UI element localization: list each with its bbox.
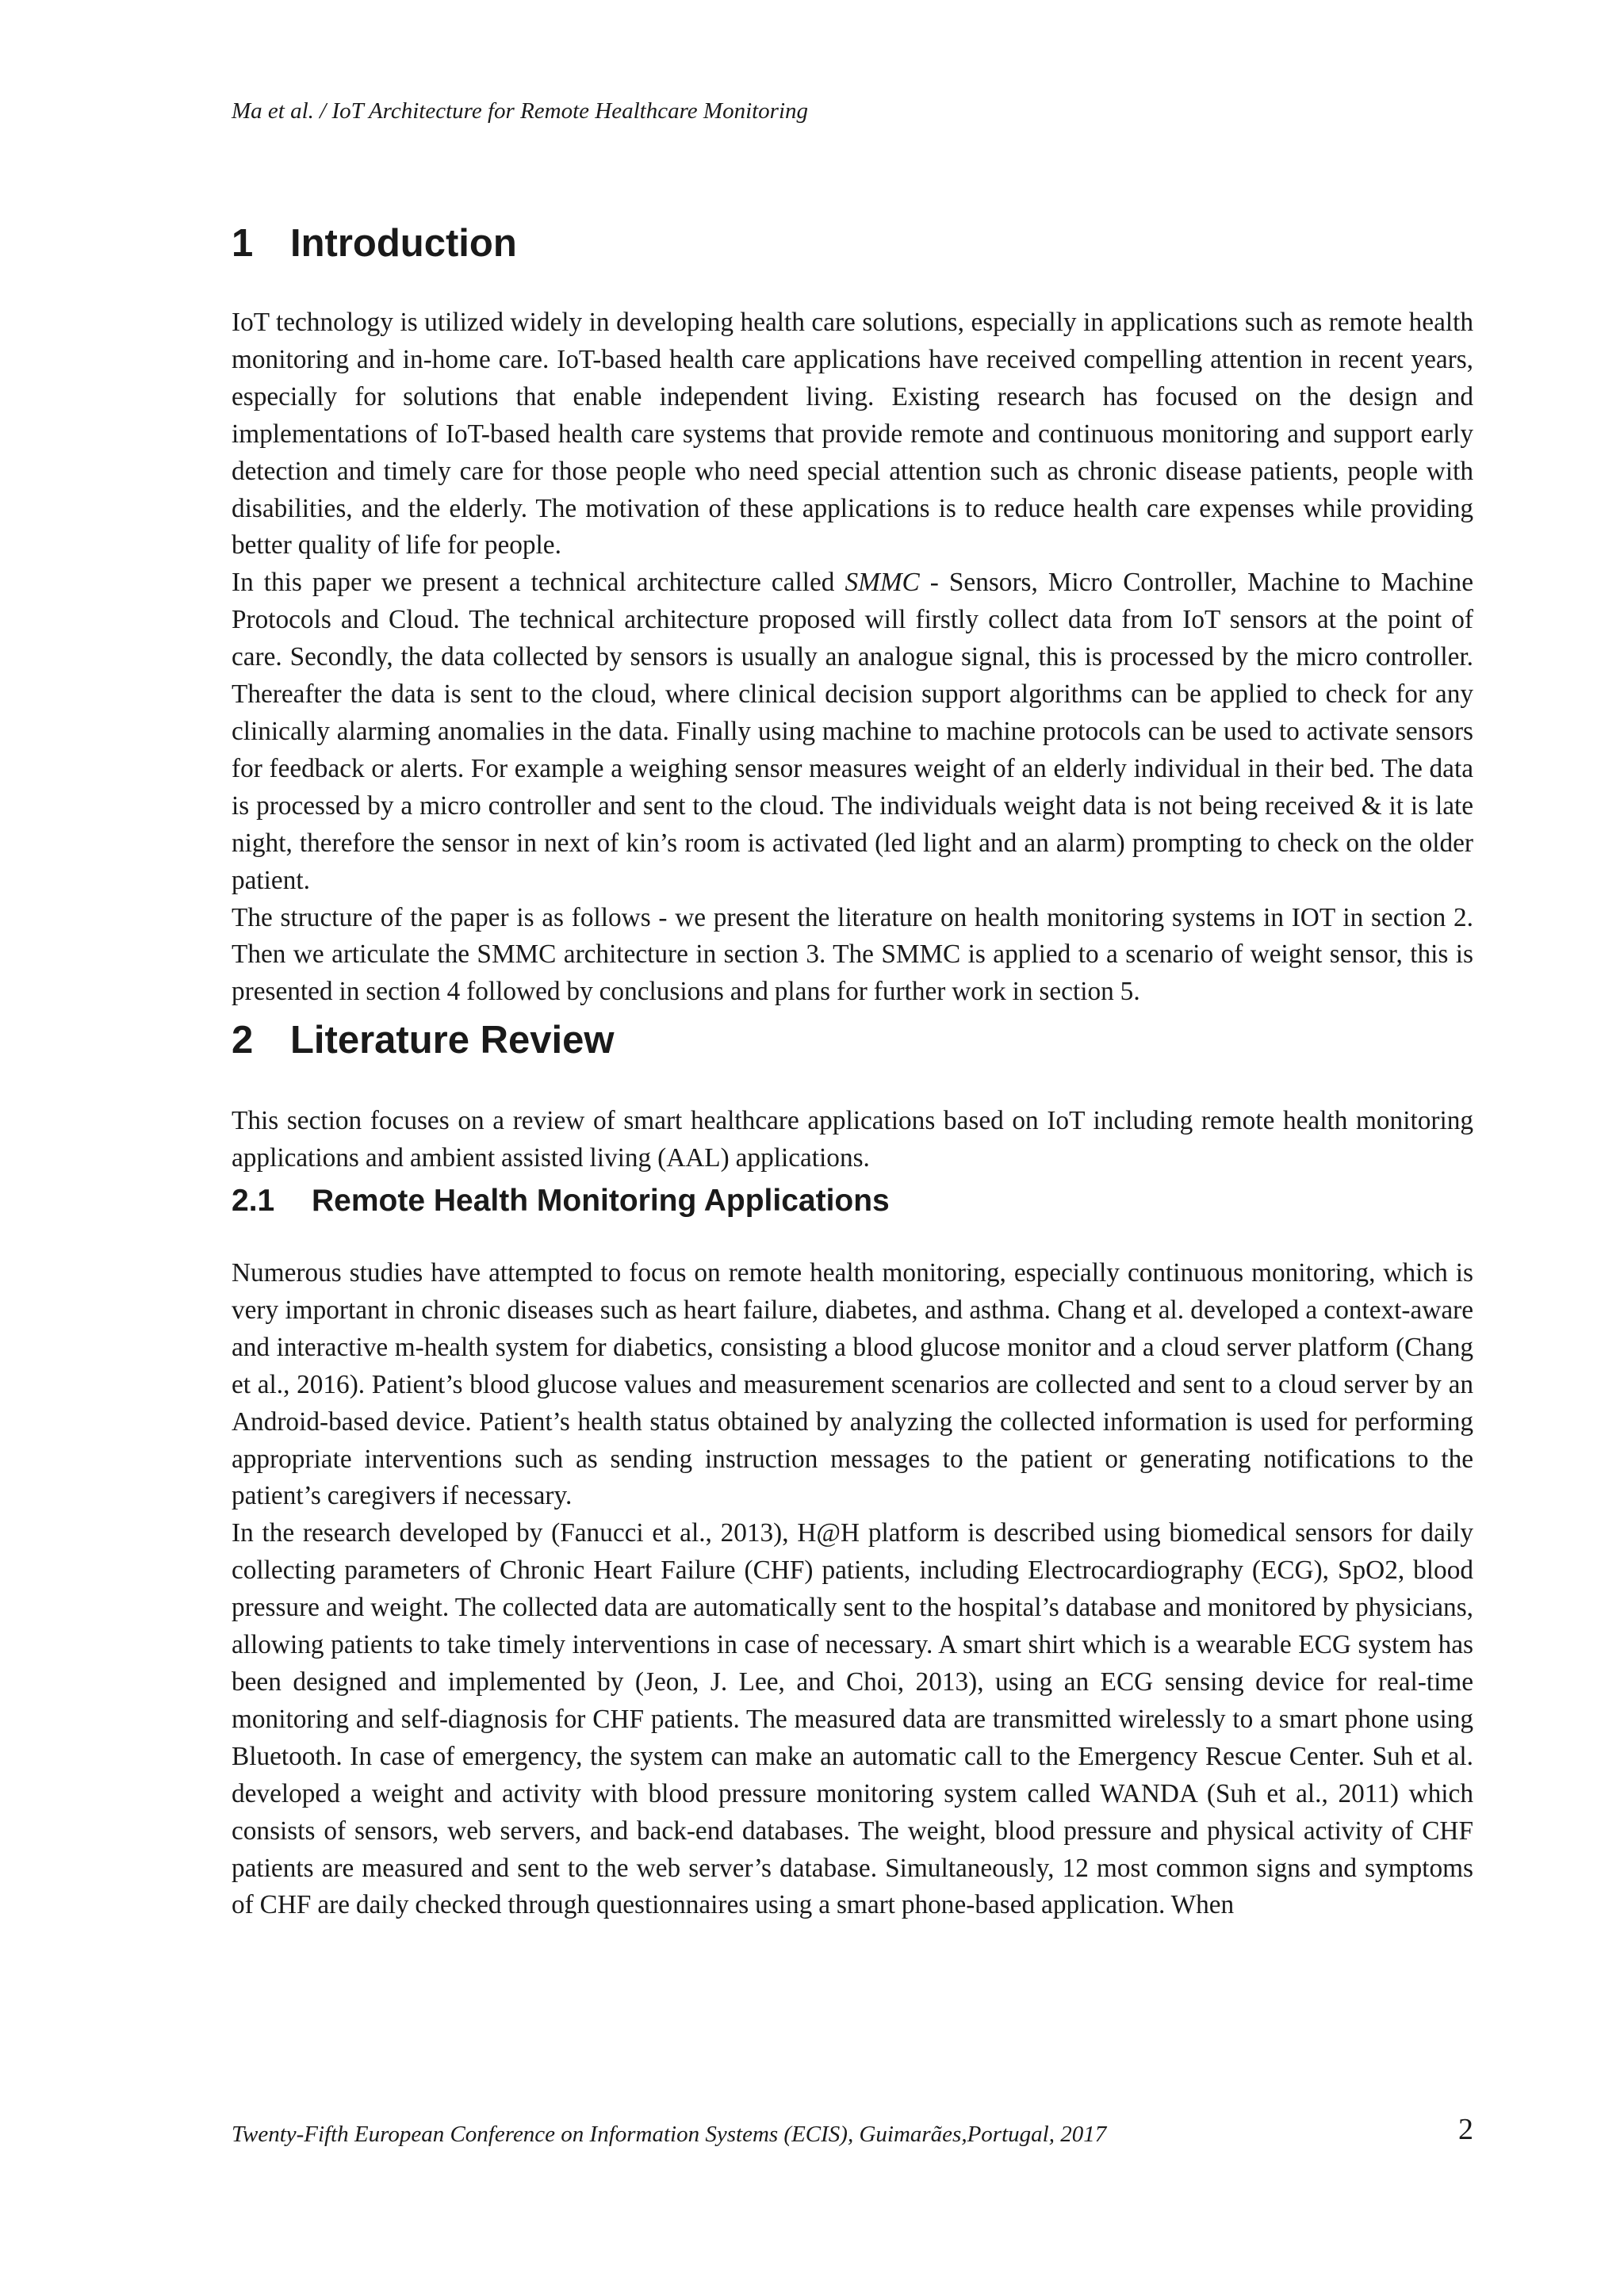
subsection-2-1-heading (232, 1177, 1473, 1225)
section-1-heading (232, 214, 1473, 273)
section-number: 1 (232, 222, 254, 265)
section-1-body (232, 304, 1473, 1011)
paragraph: IoT technology is utilized widely in developing health care solutions, especially in applications such as remote health monitoring and in-home care. IoT-based health care applications have received compelling attention in recent years, especially for solutions that enable independent living. Existing research has focused on the design and implementations of IoT-based health care systems that provide remote and continuous monitoring and support early detection and timely care for those people who need special attention such as chronic disease patients, people with disabilities, and the elderly. The motivation of these applications is to reduce health care expenses while providing better quality of life for people. (232, 308, 1473, 561)
paragraph (232, 564, 1473, 899)
section-2-body (232, 1103, 1473, 1177)
running-footer (232, 2113, 1473, 2150)
running-header: Ma et al. / IoT Architecture for Remote Healthcare Monitoring (232, 98, 809, 124)
section-title: Introduction (290, 222, 517, 265)
paragraph: This section focuses on a review of smart healthcare applications based on IoT including remote health monitoring applications and ambient assisted living (AAL) applications. (232, 1106, 1473, 1173)
emphasis-term: SMMC (845, 568, 920, 598)
paragraph-text: In this paper we present a technical architecture called (232, 568, 845, 598)
section-number: 2 (232, 1019, 254, 1062)
subsection-number: 2.1 (232, 1184, 275, 1219)
paragraph-text: - Sensors, Micro Controller, Machine to Machine Protocols and Cloud. The technical architecture proposed will firstly collect data from IoT sensors at the point of care. Secondly, the data collected by sensors is usually an analogue signal, this is processed by the micro controller. Thereafter the data is sent to the cloud, where clinical decision support algorithms can be applied to check for any clinically alarming anomalies in the data. Finally using machine to machine protocols can be used to activate sensors for feedback or alerts. For example a weighing sensor measures weight of an elderly individual in their bed. The data is processed by a micro controller and sent to the cloud. The individuals weight data is not being received & it is late night, therefore the sensor in next of kin’s room is activated (led light and an alarm) prompting to check on the older patient. (232, 568, 1473, 895)
conference-name: Twenty-Fifth European Conference on Information Systems (ECIS), Guimarães,Portugal, 2017 (232, 2122, 1107, 2147)
subsection-2-1-body (232, 1255, 1473, 1924)
subsection-title: Remote Health Monitoring Applications (312, 1184, 890, 1219)
section-title: Literature Review (290, 1019, 615, 1062)
page-content (232, 214, 1473, 1924)
paragraph: The structure of the paper is as follows - we present the literature on health monitoring systems in IOT in section 2. Then we articulate the SMMC architecture in section 3. The SMMC is applied to a scenario of weight sensor, this is presented in section 4 followed by conclusions and plans for further work in section 5. (232, 902, 1473, 1007)
page-number: 2 (1458, 2113, 1473, 2146)
paragraph: Numerous studies have attempted to focus on remote health monitoring, especially continuous monitoring, which is very important in chronic diseases such as heart failure, diabetes, and asthma. Chang et al. developed a context-aware and interactive m-health system for diabetics, consisting a blood glucose monitor and a cloud server platform (Chang et al., 2016). Patient’s blood glucose values and measurement scenarios are collected and sent to a cloud server by an Android-based device. Patient’s health status obtained by analyzing the collected information is used for performing appropriate interventions such as sending instruction messages to the patient or generating notifications to the patient’s caregivers if necessary. (232, 1258, 1473, 1511)
paragraph: In the research developed by (Fanucci et al., 2013), H@H platform is described using biomedical sensors for daily collecting parameters of Chronic Heart Failure (CHF) patients, including Electrocardiography (ECG), SpO2, blood pressure and weight. The collected data are automatically sent to the hospital’s database and monitored by physicians, allowing patients to take timely interventions in case of necessary. A smart shirt which is a wearable ECG system has been designed and implemented by (Jeon, J. Lee, and Choi, 2013), using an ECG sensing device for real-time monitoring and self-diagnosis for CHF patients. The measured data are transmitted wirelessly to a smart phone using Bluetooth. In case of emergency, the system can make an automatic call to the Emergency Rescue Center. Suh et al. developed a weight and activity with blood pressure monitoring system called WANDA (Suh et al., 2011) which consists of sensors, web servers, and back-end databases. The weight, blood pressure and physical activity of CHF patients are measured and sent to the web server’s database. Simultaneously, 12 most common signs and symptoms of CHF are daily checked through questionnaires using a smart phone-based application. When (232, 1518, 1473, 1920)
section-2-heading (232, 1011, 1473, 1070)
